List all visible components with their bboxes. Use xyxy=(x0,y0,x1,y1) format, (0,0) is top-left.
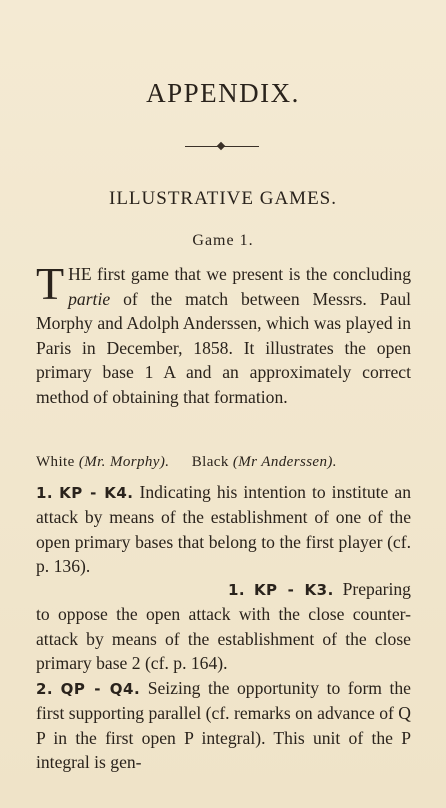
white-name: (Mr. Morphy). xyxy=(78,454,170,470)
players-line xyxy=(36,454,416,471)
move-number: 2. xyxy=(36,680,54,698)
move-commentary: Seizing the opportunity to form the first supporting parallel (cf. remarks on advance of Q P in the first open P integral). This unit of the P integral is gen- xyxy=(36,678,411,773)
page-heading: APPENDIX. xyxy=(146,78,300,108)
ornament-diamond-icon xyxy=(217,142,225,150)
section-subheading: ILLUSTRATIVE GAMES. xyxy=(109,188,337,209)
move-number: 1. xyxy=(36,484,54,502)
move-white-1 xyxy=(36,480,411,579)
intro-paragraph xyxy=(36,258,411,410)
white-label: White xyxy=(36,454,75,470)
move-white-2 xyxy=(36,676,411,775)
move-black-1 xyxy=(36,577,411,676)
intro-text-after: of the match between Messrs. Paul Morphy and Adolph Anderssen, which was played in Paris in December, 1858. It illustrates the open primary base 1 A and an approximately correct method of obtaining that formation. xyxy=(36,288,411,407)
move-notation: KP - K4. xyxy=(59,484,134,502)
game-title: Game 1. xyxy=(192,232,254,249)
intro-italic: partie xyxy=(68,288,111,309)
black-label: Black xyxy=(191,454,229,470)
black-name: (Mr Anderssen). xyxy=(232,454,337,470)
drop-cap: T xyxy=(36,258,65,309)
move-number: 1. xyxy=(228,581,246,599)
move-notation: QP - Q4. xyxy=(60,680,141,698)
move-notation: KP - K3. xyxy=(253,581,334,599)
intro-text-before: HE first game that we present is the concluding xyxy=(68,264,411,284)
move-commentary: Preparing to oppose the open attack with the close counter-attack by means of the establishment of the close primary base 2 (cf. p. 164). xyxy=(36,579,411,674)
move-commentary: Indicating his intention to institute an attack by means of the establishment of one of the open primary bases that belong to the first player (cf. p. 136). xyxy=(36,482,411,577)
